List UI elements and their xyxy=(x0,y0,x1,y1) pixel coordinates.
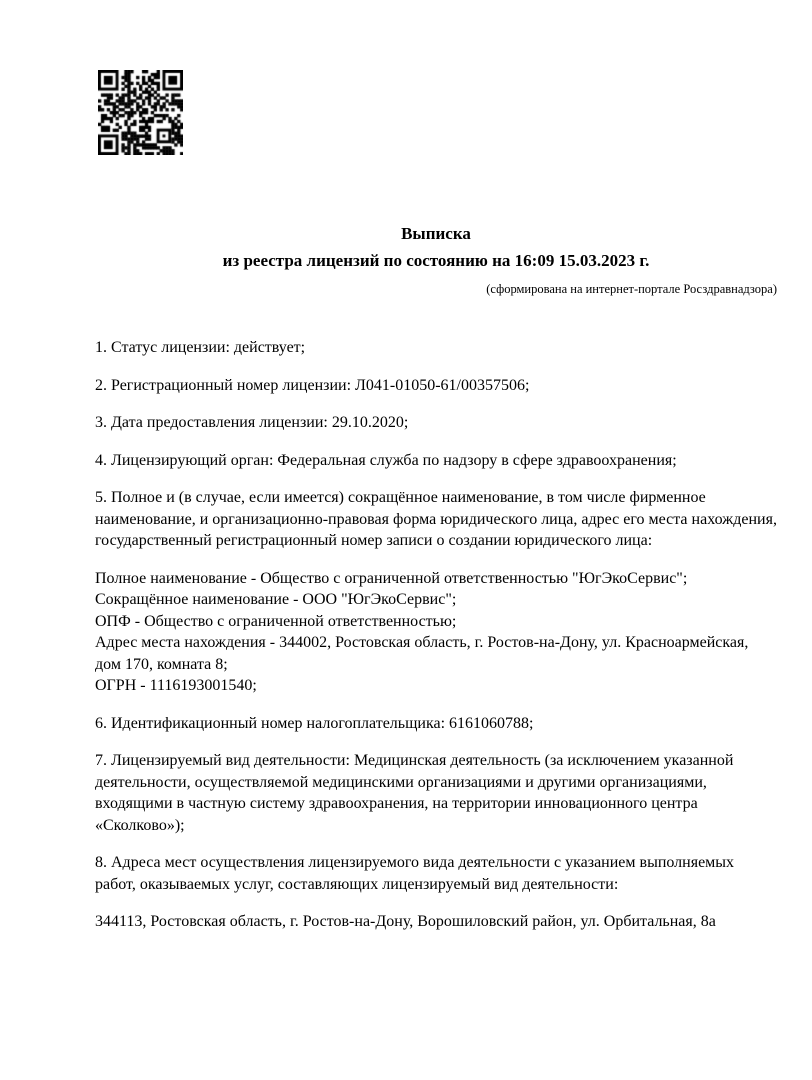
item-addresses-heading: 8. Адреса мест осуществления лицензируемого вида деятельности с указанием выполняемых работ, оказываемых услуг, составляющих лицензируемый вид деятельности: xyxy=(95,854,735,893)
item-licensing-authority: 4. Лицензирующий орган: Федеральная служба по надзору в сфере здравоохранения; xyxy=(95,451,677,469)
item-inn: 6. Идентификационный номер налогоплательщика: 6161060788; xyxy=(95,714,534,732)
document-title xyxy=(95,220,777,274)
qr-code xyxy=(98,70,183,155)
document-body xyxy=(95,337,777,949)
title-line-2: из реестра лицензий по состоянию на 16:09 15.03.2023 г. xyxy=(222,251,650,270)
item-license-status: 1. Статус лицензии: действует; xyxy=(95,339,306,356)
org-details-block xyxy=(95,568,777,697)
item-org-heading: 5. Полное и (в случае, если имеется) сокращённое наименование, в том числе фирменное наименование, и организационно-правовая форма юридического лица, адрес его места нахождения, государственный регистрационный номер записи о создании юридического лица: xyxy=(95,489,777,549)
item-licensed-activity: 7. Лицензируемый вид деятельности: Медицинская деятельность (за исключением указанной деятельности, осуществляемой медицинскими организациями и другими организациями, входящими в частную систему здравоохранения, на территории инновационного центра «Сколково»); xyxy=(95,752,734,834)
org-short-name: Сокращённое наименование - ООО "ЮгЭкоСервис"; xyxy=(95,591,457,608)
item-grant-date: 3. Дата предоставления лицензии: 29.10.2020; xyxy=(95,414,409,431)
org-address: Адрес места нахождения - 344002, Ростовская область, г. Ростов-на-Дону, ул. Красноармейская, дом 170, комната 8; xyxy=(95,634,749,673)
org-legal-form: ОПФ - Общество с ограниченной ответственностью; xyxy=(95,612,457,630)
item-registration-number: 2. Регистрационный номер лицензии: Л041-01050-61/00357506; xyxy=(95,376,530,394)
title-line-1: Выписка xyxy=(401,224,471,243)
item-activity-address: 344113, Ростовская область, г. Ростов-на-Дону, Ворошиловский район, ул. Орбитальная, 8а xyxy=(95,913,716,930)
subtitle-generated-note: (сформирована на интернет-портале Росздравнадзора) xyxy=(486,282,777,296)
org-ogrn: ОГРН - 1116193001540; xyxy=(95,677,257,694)
org-full-name: Полное наименование - Общество с ограниченной ответственностью "ЮгЭкоСервис"; xyxy=(95,569,688,587)
